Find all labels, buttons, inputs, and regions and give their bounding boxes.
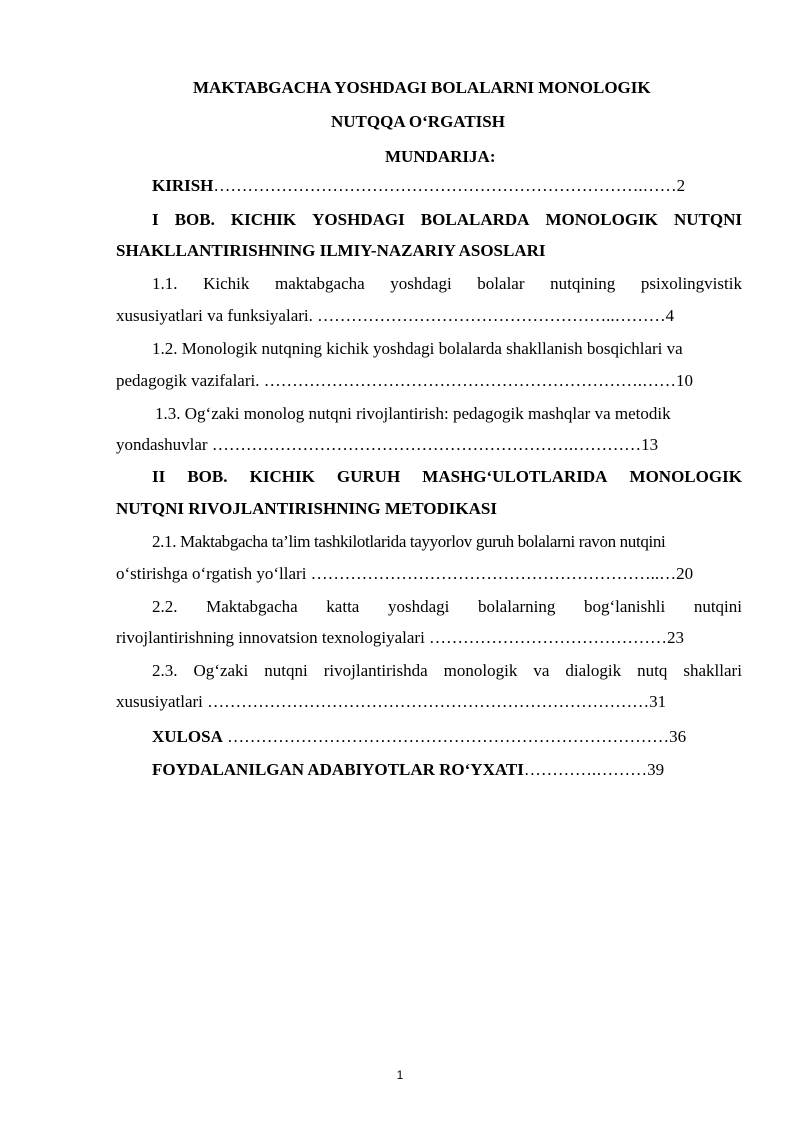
word: shakllari [683,661,742,680]
toc-chapter2-line1[interactable] [152,467,742,487]
word: rivojlantirishda [323,661,428,680]
word: MONOLOGIK [545,210,658,229]
word: BOB. [187,467,228,486]
word: YOSHDAGI [312,210,405,229]
toc-chapter2-line2: NUTQNI RIVOJLANTIRISHNING METODIKASI [116,499,497,518]
toc-section-1-2-line2: pedagogik vazifalari. ………………………………………………………….……10 [116,371,693,390]
word: yoshdagi [387,597,450,616]
toc-section-1-1-line1[interactable] [152,274,742,294]
word: BOLALARDA [420,210,530,229]
word: NUTQNI [673,210,742,229]
word: KICHIK [249,467,315,486]
word: I [152,210,159,229]
word: Maktabgacha [206,597,298,616]
toc-section-1-1-line2: xususiyatlari va funksiyalari. ……………………………………………..………4 [116,306,675,325]
title-line-1: MAKTABGACHA YOSHDAGI BOLALARNI MONOLOGIK [193,78,651,97]
toc-conclusion-label: XULOSA [152,727,223,746]
toc-entry-conclusion[interactable] [152,727,686,747]
word: nutqni [264,661,308,680]
word: 1.1. [152,274,178,293]
word: nutqini [693,597,742,616]
toc-references-leader: ………….……… [523,760,648,779]
toc-chapter1-line2: SHAKLLANTIRISHNING ILMIY-NAZARIY ASOSLARI [116,241,546,260]
toc-intro-label: KIRISH [152,176,214,195]
word: Kichik [203,274,250,293]
contents-heading: MUNDARIJA: [385,147,496,166]
word: nutqining [550,274,616,293]
toc-section-2-3-line2: xususiyatlari ……………………………………………………………………31 [116,692,667,711]
word: yoshdagi [390,274,452,293]
title-line-2: NUTQQA O‘RGATISH [331,112,505,131]
toc-section-2-1-line2: o‘stirishga o‘rgatish yo‘llari ……………………………………………………..…20 [116,564,694,583]
word: II [152,467,166,486]
word: MASHG‘ULOTLARIDA [422,467,608,486]
toc-section-2-2-line1[interactable] [152,597,742,617]
word: va [533,661,550,680]
word: Og‘zaki [193,661,249,680]
toc-conclusion-leader: …………………………………………………………………… [222,727,670,746]
toc-section-1-3-line2: yondashuvlar ……………………………………………………….…………13 [116,435,659,454]
word: maktabgacha [275,274,365,293]
toc-section-1-3-line1[interactable]: 1.3. Og‘zaki monolog nutqni rivojlantirish: pedagogik mashqlar va metodik [155,404,671,423]
word: MONOLOGIK [629,467,742,486]
toc-entry-intro[interactable] [152,176,685,196]
toc-section-2-1-line1[interactable]: 2.1. Maktabgacha ta’lim tashkilotlarida tayyorlov guruh bolalarni ravon nutqini [152,532,666,551]
toc-section-1-2-line1[interactable]: 1.2. Monologik nutqning kichik yoshdagi bolalarda shakllanish bosqichlari va [152,339,683,358]
word: katta [326,597,360,616]
word: psixolingvistik [640,274,742,293]
toc-conclusion-page: 36 [669,727,687,746]
toc-entry-references[interactable] [152,760,664,780]
word: bolalarning [477,597,556,616]
word: KICHIK [230,210,297,229]
toc-section-2-3-line1[interactable] [152,661,742,681]
word: BOB. [174,210,215,229]
word: 2.2. [152,597,178,616]
word: monologik [443,661,518,680]
toc-chapter1-line1[interactable] [152,210,742,230]
word: bolalar [477,274,525,293]
toc-section-2-2-line2: rivojlantirishning innovatsion texnologiyalari ……………………………………23 [116,628,685,647]
toc-intro-page: 2 [676,176,686,195]
word: bog‘lanishli [583,597,666,616]
toc-references-label: FOYDALANILGAN ADABIYOTLAR RO‘YXATI [152,760,524,779]
toc-intro-leader: ………………………………………………………………….…… [213,176,677,195]
word: nutq [637,661,668,680]
word: 2.3. [152,661,178,680]
toc-references-page: 39 [647,760,665,779]
page-number: 1 [396,1068,404,1082]
word: dialogik [565,661,622,680]
word: GURUH [336,467,401,486]
